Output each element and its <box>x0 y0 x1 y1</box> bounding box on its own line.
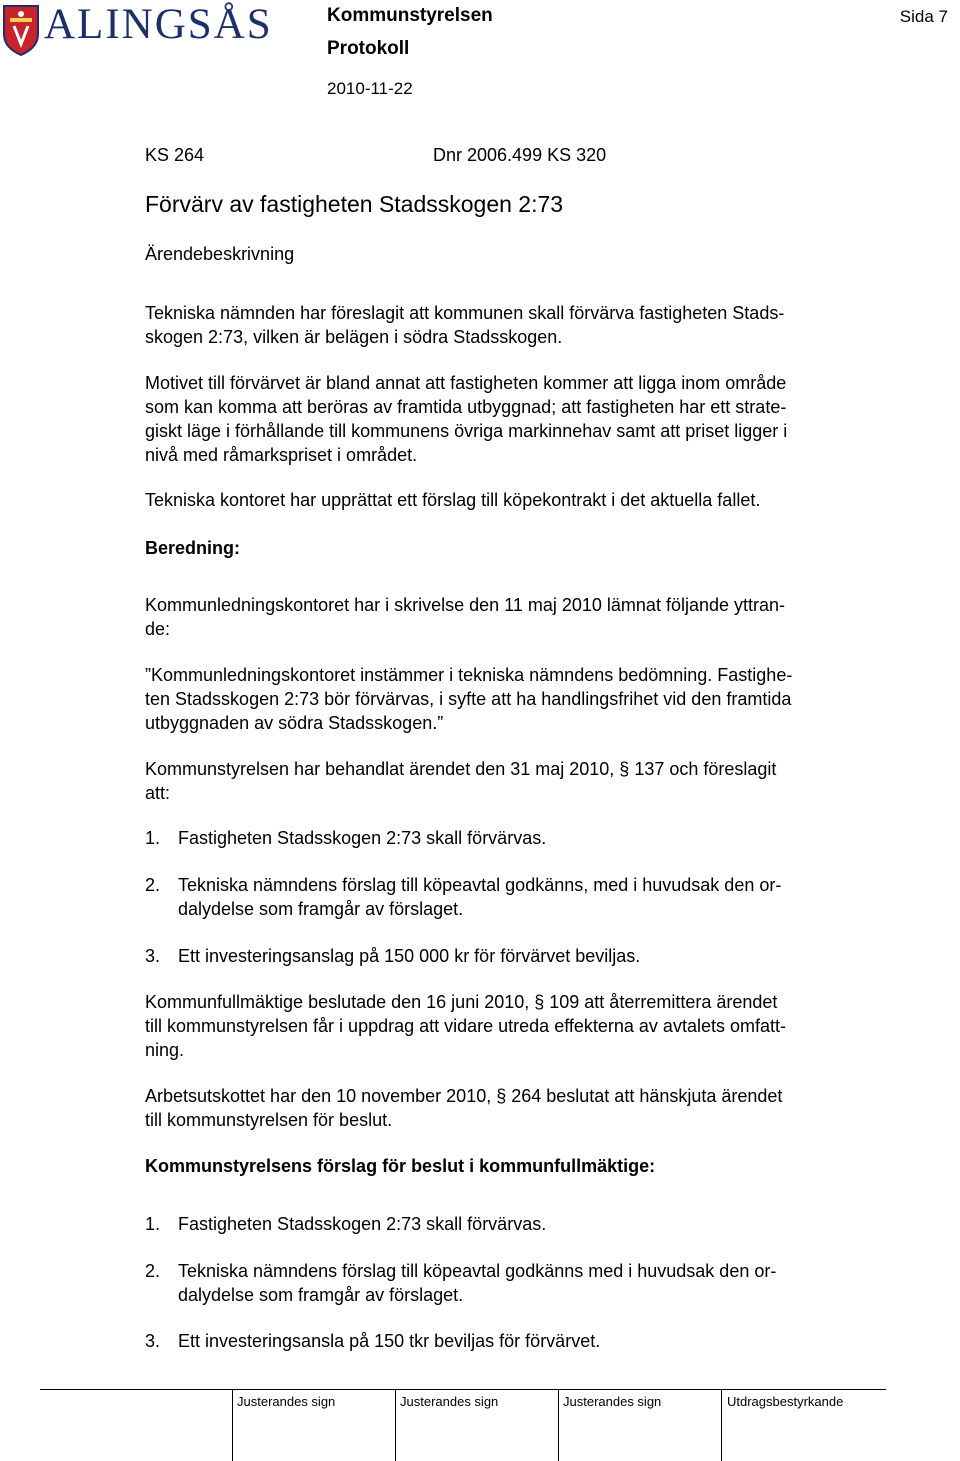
text-line: Kommunstyrelsen har behandlat ärendet den 31 maj 2010, § 137 och föreslagit <box>145 759 777 779</box>
footer-divider <box>558 1389 559 1461</box>
paragraph-statement <box>145 593 785 641</box>
text-line: Motivet till förvärvet är bland annat att fastigheten kommer att ligga inom område <box>145 373 787 393</box>
text-line: som kan komma att beröras av framtida utbyggnad; att fastigheten har ett strate- <box>145 397 787 417</box>
footer-sign-label: Utdragsbestyrkande <box>727 1394 844 1409</box>
text-line: giskt läge i förhållande till kommunens övriga markinnehav samt att priset ligger i <box>145 421 788 441</box>
list-number: 2. <box>145 1261 161 1281</box>
text-line: Kommunledningskontoret har i skrivelse den 11 maj 2010 lämnat följande yttran- <box>145 595 786 615</box>
text-line: Tekniska nämnden har föreslagit att kommunen skall förvärva fastigheten Stads- <box>145 303 785 323</box>
list-text: Fastigheten Stadsskogen 2:73 skall förvärvas. <box>178 1214 547 1234</box>
footer-divider <box>232 1389 233 1461</box>
footer-sign-label: Justerandes sign <box>400 1394 499 1409</box>
list-text: dalydelse som framgår av förslaget. <box>178 1285 464 1305</box>
paragraph-ks-handling <box>145 757 776 805</box>
text-line: Arbetsutskottet har den 10 november 2010, § 264 beslutat att hänskjuta ärendet <box>145 1086 783 1106</box>
text-line: de: <box>145 619 171 639</box>
list-number: 2. <box>145 875 161 895</box>
section-heading-forslag: Kommunstyrelsens förslag för beslut i kommunfullmäktige: <box>145 1156 656 1176</box>
header-doc-type: Protokoll <box>327 38 410 59</box>
footer-sign-label: Justerandes sign <box>237 1394 336 1409</box>
paragraph-motive <box>145 371 787 467</box>
text-line: ten Stadsskogen 2:73 bör förvärvas, i syfte att ha handlingsfrihet vid den framtida <box>145 689 792 709</box>
list-number: 1. <box>145 1214 161 1234</box>
text-line: Kommunfullmäktige beslutade den 16 juni 2010, § 109 att återremittera ärendet <box>145 992 778 1012</box>
text-line: att: <box>145 783 171 803</box>
list-number: 3. <box>145 1331 161 1351</box>
header-date: 2010-11-22 <box>327 79 413 98</box>
list-text: Ett investeringsanslag på 150 000 kr för förvärvet beviljas. <box>178 946 641 966</box>
footer-divider <box>395 1389 396 1461</box>
text-line: ning. <box>145 1040 185 1060</box>
text-line: till kommunstyrelsen för beslut. <box>145 1110 393 1130</box>
org-wordmark: ALINGSÅS <box>44 1 273 48</box>
text-line: till kommunstyrelsen får i uppdrag att vidare utreda effekterna av avtalets omfatt- <box>145 1016 786 1036</box>
text-line: utbyggnaden av södra Stadsskogen.” <box>145 713 444 733</box>
text-line: nivå med råmarkspriset i området. <box>145 445 418 465</box>
case-title: Förvärv av fastigheten Stadsskogen 2:73 <box>145 191 564 217</box>
paragraph-au-decision <box>145 1084 782 1132</box>
list-text: Ett investeringsansla på 150 tkr beviljas för förvärvet. <box>178 1331 601 1351</box>
list-number: 1. <box>145 828 161 848</box>
footer-divider <box>721 1389 722 1461</box>
text-line: ”Kommunledningskontoret instämmer i tekniska nämndens bedömning. Fastighe- <box>145 665 793 685</box>
list-number: 3. <box>145 946 161 966</box>
list-text: Fastigheten Stadsskogen 2:73 skall förvärvas. <box>178 828 547 848</box>
list-text: Tekniska nämndens förslag till köpeavtal godkänns, med i huvudsak den or- <box>178 875 782 895</box>
paragraph-kf-decision <box>145 990 786 1062</box>
section-heading-arendebeskrivning: Ärendebeskrivning <box>145 244 295 264</box>
footer-divider <box>40 1389 886 1390</box>
ks-number: KS 264 <box>145 145 205 165</box>
coat-of-arms-icon <box>2 4 40 56</box>
quote-block <box>145 663 792 735</box>
footer-sign-label: Justerandes sign <box>563 1394 662 1409</box>
paragraph-proposal <box>145 301 784 349</box>
list-text: Tekniska nämndens förslag till köpeavtal godkänns med i huvudsak den or- <box>178 1261 777 1281</box>
dnr-number: Dnr 2006.499 KS 320 <box>433 145 607 165</box>
header-body: Kommunstyrelsen <box>327 5 493 26</box>
section-heading-beredning: Beredning: <box>145 538 241 558</box>
paragraph-contract: Tekniska kontoret har upprättat ett förslag till köpekontrakt i det aktuella fallet. <box>145 490 761 510</box>
list-text: dalydelse som framgår av förslaget. <box>178 899 464 919</box>
alingsas-logo <box>0 0 273 60</box>
text-line: skogen 2:73, vilken är belägen i södra Stadsskogen. <box>145 327 563 347</box>
page-number: Sida 7 <box>899 7 948 26</box>
